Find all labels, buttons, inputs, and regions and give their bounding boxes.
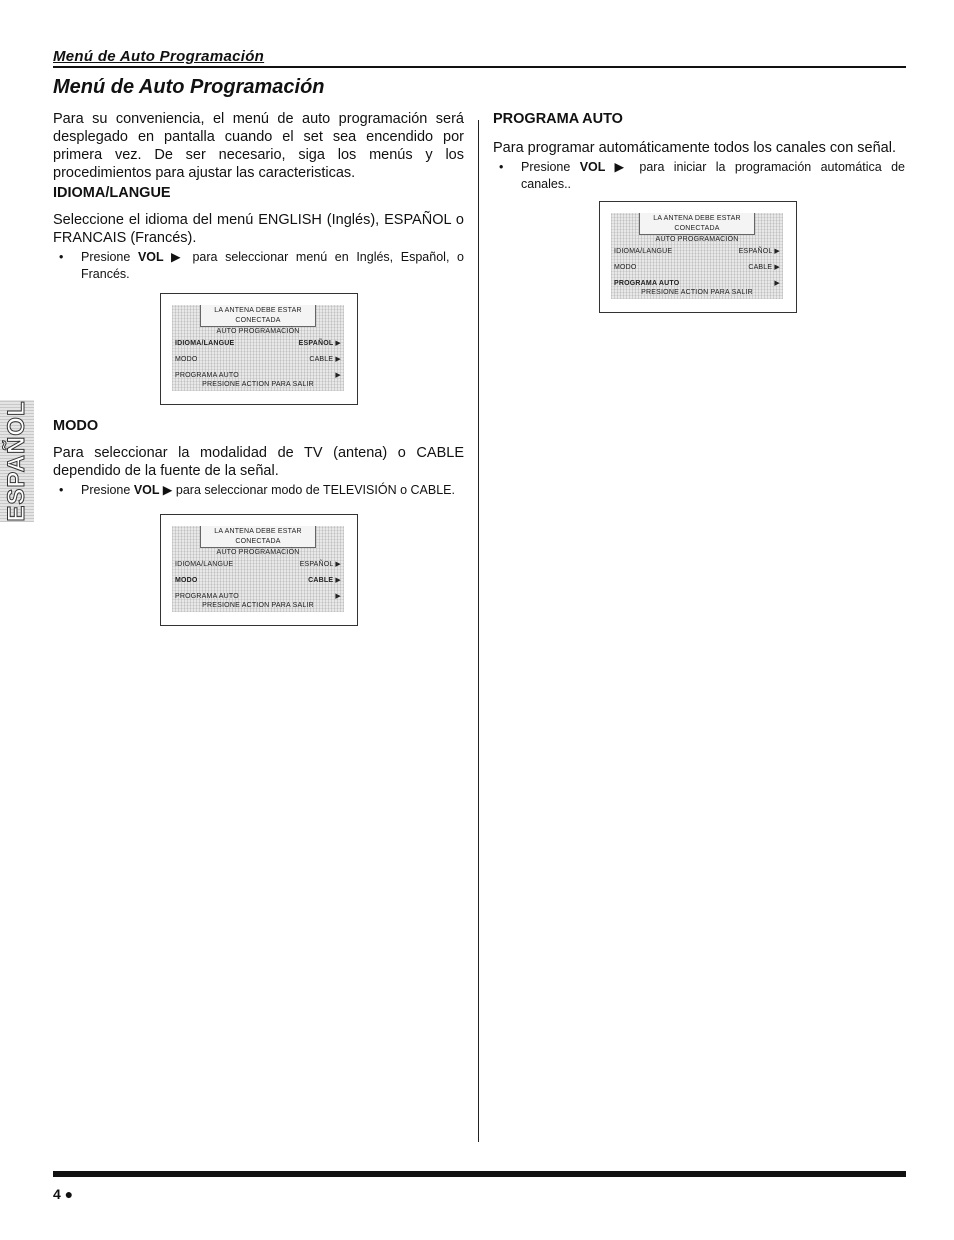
osd-row-modo: MODO CABLE ▶ [175,577,341,584]
osd-row-idioma: IDIOMA/LANGUE ESPAÑOL ▶ [614,248,780,255]
osd-banner: LA ANTENA DEBE ESTAR CONECTADA [639,213,755,235]
osd-row-modo: MODO CABLE ▶ [614,264,780,271]
osd-row-programa: PROGRAMA AUTO ▶ [614,280,780,287]
osd-subtitle: AUTO PROGRAMACIÓN [655,236,739,243]
page-title: Menú de Auto Programación [53,76,325,98]
osd-screenshot-programa [599,201,797,313]
programa-bullet: • Presione VOL ▶ para iniciar la programación automática de canales.. [521,159,905,193]
osd-screen [172,526,344,612]
osd-row-programa: PROGRAMA AUTO ▶ [175,593,341,600]
header-rule [53,66,906,68]
footer-rule [53,1171,906,1177]
idioma-bullets [53,249,464,283]
running-header: Menú de Auto Programación [53,48,265,65]
osd-screen [172,305,344,391]
programa-body: Para programar automáticamente todos los canales con señal. [493,140,896,156]
osd-row-idioma: IDIOMA/LANGUE ESPAÑOL ▶ [175,561,341,568]
osd-subtitle: AUTO PROGRAMACIÓN [216,549,300,556]
osd-row-programa: PROGRAMA AUTO ▶ [175,372,341,379]
programa-heading: PROGRAMA AUTO [493,111,623,127]
osd-row-idioma: IDIOMA/LANGUE ESPAÑOL ▶ [175,340,341,347]
intro-paragraph: Para su conveniencia, el menú de auto programación será desplegado en pantalla cuando el set sea encendido por primera vez. De ser necesario, siga los menús y los procedimientos para ajustar las caracteristicas. [53,111,464,181]
osd-footer: PRESIONE ACTION PARA SALIR [202,381,314,388]
osd-screen [611,213,783,299]
right-column [493,110,905,313]
osd-footer: PRESIONE ACTION PARA SALIR [641,289,753,296]
idioma-heading: IDIOMA/LANGUE [53,185,171,201]
page-number: 4 ● [53,1186,74,1202]
osd-banner: LA ANTENA DEBE ESTAR CONECTADA [200,526,316,548]
idioma-body: Seleccione el idioma del menú ENGLISH (Inglés), ESPAÑOL o FRANCAIS (Francés). [53,212,464,246]
column-divider [478,120,479,1142]
osd-screenshot-modo [160,514,358,626]
side-tab [0,400,34,522]
osd-screenshot-idioma [160,293,358,405]
osd-banner: LA ANTENA DEBE ESTAR CONECTADA [200,305,316,327]
left-column [53,110,464,626]
programa-bullets [493,159,905,193]
osd-subtitle: AUTO PROGRAMACIÓN [216,328,300,335]
osd-row-modo: MODO CABLE ▶ [175,356,341,363]
side-tab-label: ESPAÑOL [3,400,30,522]
idioma-bullet: • Presione VOL ▶ para seleccionar menú en Inglés, Español, o Francés. [81,249,464,283]
modo-bullet: • Presione VOL ▶ para seleccionar modo de TELEVISIÓN o CABLE. [81,482,464,499]
modo-bullets [53,482,464,499]
modo-heading: MODO [53,418,99,434]
osd-footer: PRESIONE ACTION PARA SALIR [202,602,314,609]
modo-body: Para seleccionar la modalidad de TV (antena) o CABLE dependido de la fuente de la señal. [53,445,464,479]
